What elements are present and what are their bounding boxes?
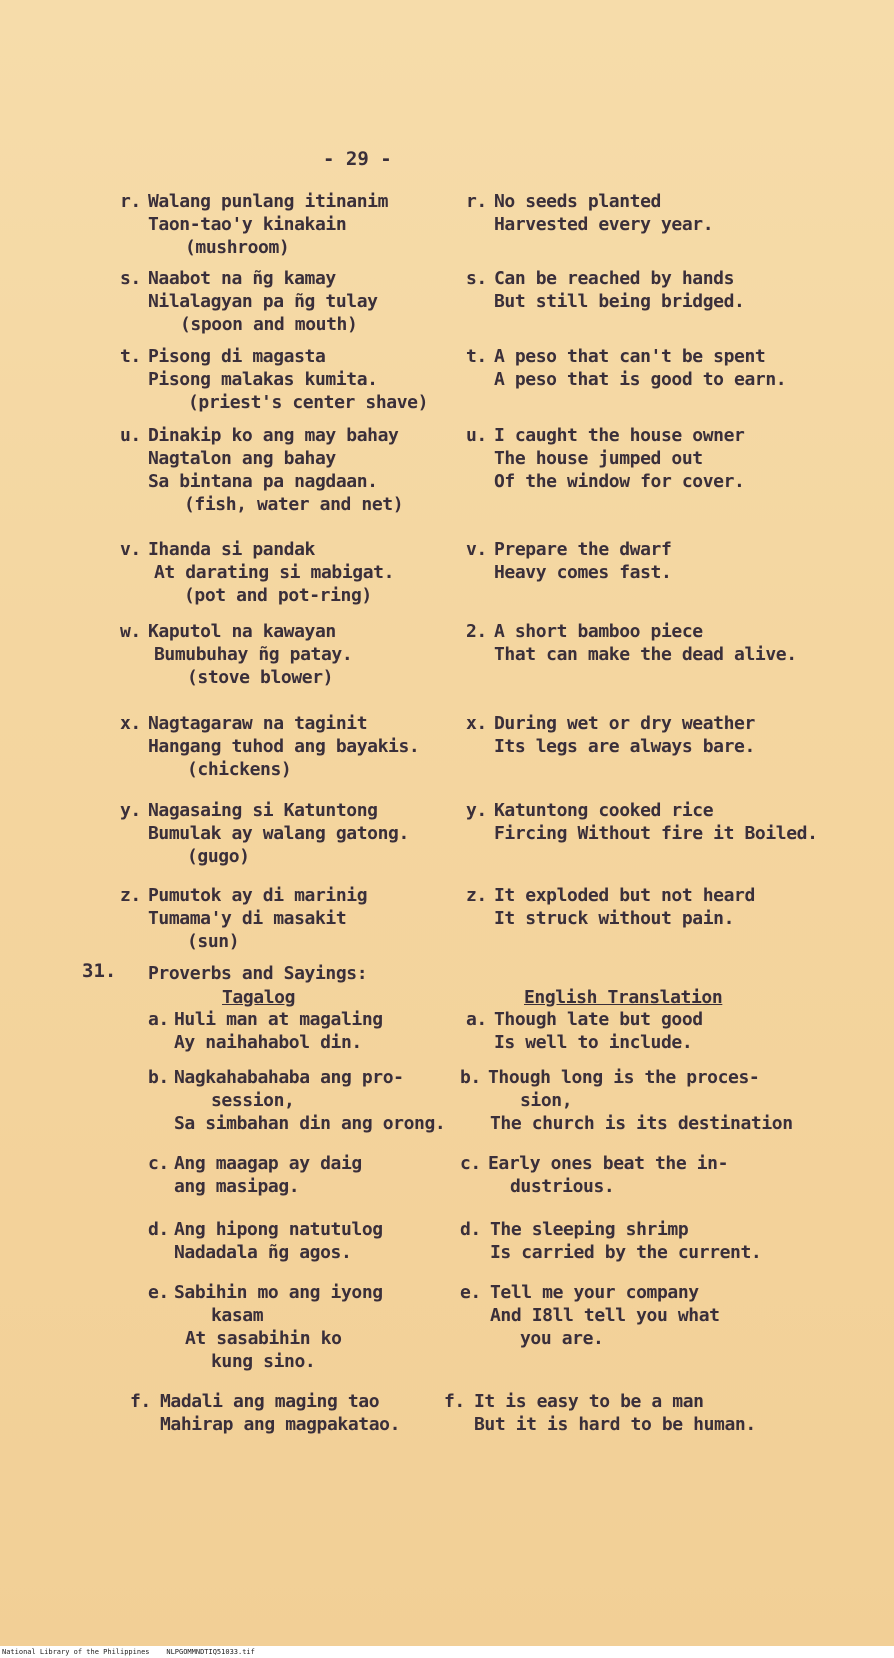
proverb-line: At sasabihin ko [185, 1328, 342, 1349]
proverb-line: Ang hipong natutulog [174, 1219, 383, 1240]
riddle-letter: t. [466, 346, 487, 367]
proverb-line: kasam [211, 1305, 264, 1326]
riddle-line: It exploded but not heard [494, 885, 755, 906]
proverb-line: The church is its destination [490, 1113, 793, 1134]
riddle-letter: x. [466, 713, 487, 734]
proverb-letter: a. [466, 1009, 487, 1030]
riddle-line: Heavy comes fast. [494, 562, 672, 583]
riddle-line: Taon-tao'y kinakain [148, 214, 347, 235]
proverb-line: Mahirap ang magpakatao. [160, 1414, 401, 1435]
riddle-line: Can be reached by hands [494, 268, 735, 289]
riddle-letter: r. [120, 191, 141, 212]
riddle-line: Pisong malakas kumita. [148, 369, 378, 390]
riddle-line: Pumutok ay di marinig [148, 885, 368, 906]
proverb-letter: d. [460, 1219, 481, 1240]
riddle-answer: (priest's center shave) [188, 392, 429, 413]
proverb-letter: f. [444, 1391, 465, 1412]
proverb-line: Is well to include. [494, 1032, 693, 1053]
riddle-letter: 2. [466, 621, 487, 642]
proverb-line: Tell me your company [490, 1282, 699, 1303]
riddle-answer: (mushroom) [185, 237, 290, 258]
page-number: - 29 - [323, 148, 392, 170]
riddle-line: Bumulak ay walang gatong. [148, 823, 409, 844]
riddle-letter: y. [120, 800, 141, 821]
riddle-line: Hangang tuhod ang bayakis. [148, 736, 420, 757]
riddle-letter: v. [466, 539, 487, 560]
proverb-line: ang masipag. [174, 1176, 300, 1197]
proverb-line: Sabihin mo ang iyong [174, 1282, 383, 1303]
proverb-line: Ay naihahabol din. [174, 1032, 362, 1053]
riddle-answer: (sun) [187, 931, 240, 952]
riddle-line: Pisong di magasta [148, 346, 326, 367]
riddle-line: Harvested every year. [494, 214, 714, 235]
riddle-line: Prepare the dwarf [494, 539, 672, 560]
riddle-line: That can make the dead alive. [494, 644, 797, 665]
riddle-line: Sa bintana pa nagdaan. [148, 471, 378, 492]
riddle-letter: v. [120, 539, 141, 560]
proverb-line: But it is hard to be human. [474, 1414, 756, 1435]
riddle-line: Nagtalon ang bahay [148, 448, 336, 469]
proverb-line: Early ones beat the in- [488, 1153, 729, 1174]
section-number: 31. [82, 960, 117, 982]
riddle-letter: u. [466, 425, 487, 446]
proverb-line: Is carried by the current. [490, 1242, 762, 1263]
proverb-letter: b. [148, 1067, 169, 1088]
riddle-line: Nilalagyan pa ñg tulay [148, 291, 378, 312]
riddle-letter: x. [120, 713, 141, 734]
proverb-line: Madali ang maging tao [160, 1391, 380, 1412]
proverb-letter: c. [148, 1153, 169, 1174]
riddle-letter: z. [466, 885, 487, 906]
proverb-line: Nagkahabahaba ang pro- [174, 1067, 404, 1088]
riddle-line: The house jumped out [494, 448, 703, 469]
riddle-line: Nagasaing si Katuntong [148, 800, 378, 821]
riddle-line: But still being bridged. [494, 291, 745, 312]
riddle-line: Fircing Without fire it Boiled. [494, 823, 818, 844]
riddle-line: A peso that is good to earn. [494, 369, 787, 390]
riddle-answer: (chickens) [187, 759, 292, 780]
riddle-answer: (spoon and mouth) [180, 314, 358, 335]
riddle-line: A short bamboo piece [494, 621, 703, 642]
proverb-line: session, [211, 1090, 295, 1111]
riddle-letter: w. [120, 621, 141, 642]
proverb-letter: b. [460, 1067, 481, 1088]
proverb-line: Though late but good [494, 1009, 703, 1030]
riddle-letter: u. [120, 425, 141, 446]
proverb-line: Sa simbahan din ang orong. [174, 1113, 446, 1134]
riddle-letter: s. [466, 268, 487, 289]
proverb-line: kung sino. [211, 1351, 316, 1372]
scan-footer: National Library of the Philippines NLPGOMMNDTIQ51033.tif [0, 1646, 894, 1658]
riddle-letter: r. [466, 191, 487, 212]
riddle-line: Of the window for cover. [494, 471, 745, 492]
proverb-letter: e. [460, 1282, 481, 1303]
proverb-line: It is easy to be a man [474, 1391, 704, 1412]
riddle-line: Naabot na ñg kamay [148, 268, 336, 289]
riddle-letter: t. [120, 346, 141, 367]
riddle-line: Katuntong cooked rice [494, 800, 714, 821]
proverb-line: The sleeping shrimp [490, 1219, 689, 1240]
riddle-line: Walang punlang itinanim [148, 191, 389, 212]
riddle-line: Ihanda si pandak [148, 539, 315, 560]
riddle-line: Nagtagaraw na taginit [148, 713, 368, 734]
riddle-letter: s. [120, 268, 141, 289]
proverb-letter: d. [148, 1219, 169, 1240]
column-heading-tagalog: Tagalog [222, 987, 296, 1008]
proverb-letter: e. [148, 1282, 169, 1303]
riddle-answer: (pot and pot-ring) [184, 585, 372, 606]
proverb-line: you are. [520, 1328, 604, 1349]
riddle-answer: (fish, water and net) [184, 494, 404, 515]
proverb-letter: c. [460, 1153, 481, 1174]
column-heading-english: English Translation [524, 987, 723, 1008]
riddle-line: No seeds planted [494, 191, 661, 212]
riddle-line: During wet or dry weather [494, 713, 755, 734]
riddle-line: Dinakip ko ang may bahay [148, 425, 399, 446]
proverb-letter: a. [148, 1009, 169, 1030]
proverb-line: Though long is the proces- [488, 1067, 760, 1088]
riddle-line: At darating si mabigat. [154, 562, 395, 583]
riddle-line: Bumubuhay ñg patay. [154, 644, 353, 665]
riddle-line: It struck without pain. [494, 908, 735, 929]
riddle-answer: (stove blower) [187, 667, 334, 688]
proverb-line: sion, [520, 1090, 573, 1111]
riddle-letter: z. [120, 885, 141, 906]
riddle-line: I caught the house owner [494, 425, 745, 446]
riddle-letter: y. [466, 800, 487, 821]
section-title: Proverbs and Sayings: [148, 963, 368, 984]
riddle-line: Its legs are always bare. [494, 736, 755, 757]
proverb-line: Huli man at magaling [174, 1009, 383, 1030]
proverb-letter: f. [130, 1391, 151, 1412]
proverb-line: Ang maagap ay daig [174, 1153, 362, 1174]
proverb-line: Nadadala ñg agos. [174, 1242, 352, 1263]
proverb-line: dustrious. [510, 1176, 615, 1197]
riddle-line: Kaputol na kawayan [148, 621, 336, 642]
proverb-line: And I8ll tell you what [490, 1305, 720, 1326]
riddle-line: A peso that can't be spent [494, 346, 766, 367]
riddle-line: Tumama'y di masakit [148, 908, 347, 929]
riddle-answer: (gugo) [187, 846, 250, 867]
